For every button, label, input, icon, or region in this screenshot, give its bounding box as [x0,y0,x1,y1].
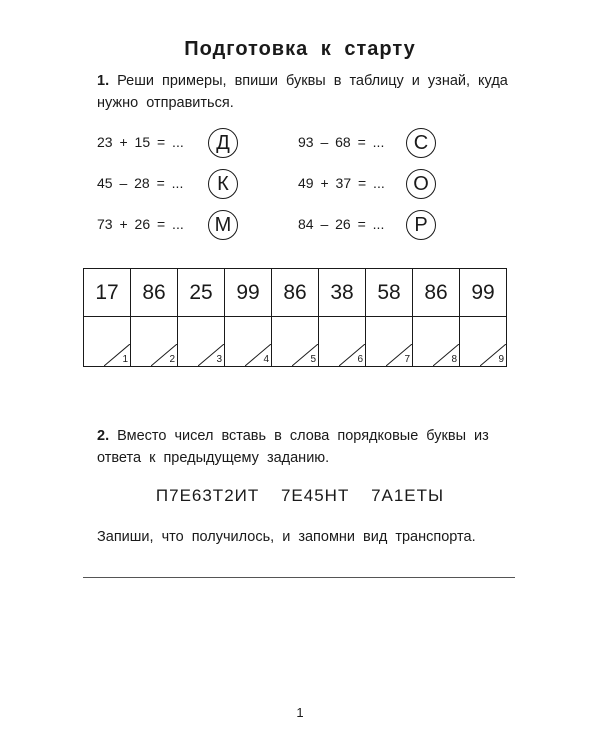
encoded-words: П7Е63Т2ИТ 7Е45НТ 7А1ЕТЫ [155,486,445,505]
equation-3: 73 + 26 = ... [97,216,184,232]
grid-number-cell: 38 [319,269,366,317]
cell-index: 5 [310,354,316,365]
equation-2: 45 – 28 = ... [97,175,184,191]
grid-answer-row [84,317,507,367]
grid-answer-cell[interactable] [178,317,225,367]
grid-answer-cell[interactable] [319,317,366,367]
equation-1: 23 + 15 = ... [97,134,184,150]
grid-number-cell: 99 [225,269,272,317]
cell-index: 2 [169,354,175,365]
answer-grid [83,268,507,367]
cell-index: 7 [404,354,410,365]
task-1-text [97,70,517,114]
grid-number-cell: 86 [413,269,460,317]
grid-number-cell: 99 [460,269,507,317]
grid-answer-cell[interactable] [272,317,319,367]
grid-answer-cell[interactable] [366,317,413,367]
grid-answer-cell[interactable] [131,317,178,367]
cell-index: 6 [357,354,363,365]
grid-number-cell: 86 [131,269,178,317]
letter-circle-2: К [208,169,238,199]
letter-circle-3: М [208,210,238,240]
cell-index: 8 [451,354,457,365]
write-instruction: Запиши, что получилось, и запомни вид транспорта. [97,529,476,545]
equation-4: 93 – 68 = ... [298,134,385,150]
grid-answer-cell[interactable] [460,317,507,367]
task-1-instruction: Реши примеры, впиши буквы в таблицу и узнай, куда нужно отправиться. [97,73,508,111]
equation-5: 49 + 37 = ... [298,175,385,191]
grid-number-cell: 86 [272,269,319,317]
letter-circle-4: С [406,128,436,158]
grid-number-cell: 17 [84,269,131,317]
grid-answer-cell[interactable] [413,317,460,367]
cell-index: 1 [122,354,128,365]
grid-number-cell: 58 [366,269,413,317]
letter-circle-1: Д [208,128,238,158]
page-title: Подготовка к старту [184,38,416,60]
grid-number-cell: 25 [178,269,225,317]
letter-circle-6: Р [406,210,436,240]
cell-index: 9 [498,354,504,365]
grid-answer-cell[interactable] [84,317,131,367]
task-2-number: 2. [97,428,110,444]
cell-index: 3 [216,354,222,365]
cell-index: 4 [263,354,269,365]
page-number: 1 [296,705,304,720]
task-2-instruction: Вместо чисел вставь в слова порядковые буквы из ответа к предыдущему заданию. [97,428,489,466]
equation-6: 84 – 26 = ... [298,216,385,232]
grid-number-row [84,269,507,317]
answer-line[interactable] [83,577,515,578]
task-1-number: 1. [97,73,110,89]
grid-answer-cell[interactable] [225,317,272,367]
task-2-text [97,425,517,469]
letter-circle-5: О [406,169,436,199]
